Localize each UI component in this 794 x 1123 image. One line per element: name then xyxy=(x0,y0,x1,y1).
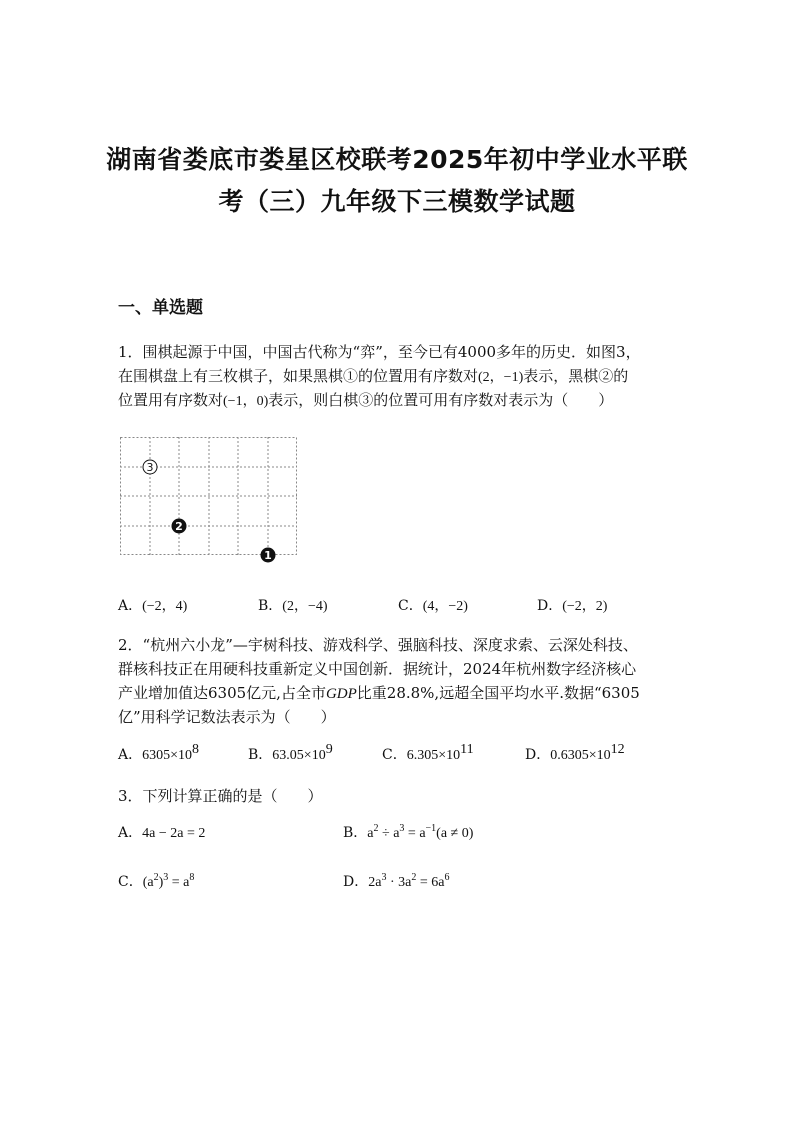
option-expr xyxy=(142,872,195,890)
option-exponent: 8 xyxy=(192,742,200,757)
option-label: B． xyxy=(343,825,368,841)
q1-stem-line3 xyxy=(118,390,613,412)
black-stone-1 xyxy=(261,548,276,563)
expr-part: (a xyxy=(142,875,154,890)
expr-exponent: 2 xyxy=(373,823,379,834)
q3-stem: 3．下列计算正确的是（ ） xyxy=(118,787,323,805)
option-exponent: 12 xyxy=(610,742,625,757)
q1-stem-line2 xyxy=(118,366,628,388)
expr-part: · 3a xyxy=(386,875,412,890)
option-label: B． xyxy=(248,747,273,763)
q1-text: 表示，则白棋③的位置可用有序数对表示为（ ） xyxy=(268,391,614,409)
q2-stem-line3 xyxy=(118,683,640,704)
section-heading: 一、单选题 xyxy=(118,298,203,318)
option-exponent: 11 xyxy=(460,742,474,757)
q1-text: 在围棋盘上有三枚棋子，如果黑棋①的位置用有序数对 xyxy=(118,367,479,385)
expr-exponent: 8 xyxy=(189,872,195,883)
stone3-label: 3 xyxy=(146,461,154,474)
option-value: (4，−2) xyxy=(422,599,468,614)
option-value: 6.305×10 xyxy=(406,748,461,763)
black-stone-2 xyxy=(172,519,187,534)
option-expr xyxy=(367,823,474,841)
q1-option-d[interactable] xyxy=(537,596,607,617)
expr-exponent: 2 xyxy=(411,872,417,883)
expr-exponent: 6 xyxy=(444,872,450,883)
q2-option-c[interactable] xyxy=(382,742,474,766)
q2-option-d[interactable] xyxy=(525,742,625,766)
stone1-label: 1 xyxy=(264,549,272,562)
q1-coord-stone2: (−1，0) xyxy=(223,394,269,409)
expr-exponent: 3 xyxy=(381,872,387,883)
option-label: A． xyxy=(118,747,143,763)
expr-part: ÷ a xyxy=(378,826,400,841)
option-label: D． xyxy=(537,598,563,614)
q3-option-d[interactable] xyxy=(343,872,449,893)
option-value: (−2，4) xyxy=(142,599,188,614)
expr-part: ) xyxy=(158,875,164,890)
white-stone-3 xyxy=(143,460,157,474)
stone2-label: 2 xyxy=(175,520,183,533)
q1-text: 位置用有序数对 xyxy=(118,391,224,409)
option-exponent: 9 xyxy=(325,742,333,757)
option-label: C． xyxy=(398,598,423,614)
q3-option-c[interactable] xyxy=(118,872,194,893)
q1-option-c[interactable] xyxy=(398,596,468,617)
q1-text: 表示，黑棋②的 xyxy=(523,367,629,385)
q2-text: 产业增加值达6305亿元,占全市 xyxy=(118,684,326,702)
expr-part: = 6a xyxy=(416,875,445,890)
q2-stem-line4: 亿”用科学记数法表示为（ ） xyxy=(118,708,336,726)
option-label: D． xyxy=(343,874,369,890)
option-expr xyxy=(368,872,450,890)
option-label: C． xyxy=(118,874,143,890)
q3-option-a[interactable] xyxy=(118,823,205,844)
expr-exponent: 3 xyxy=(399,823,405,834)
expr-part: = a xyxy=(404,826,426,841)
q2-text: 比重28.8%,远超全国平均水平.数据“6305 xyxy=(356,684,640,702)
option-label: B． xyxy=(258,598,283,614)
q2-stem-line2: 群核科技正在用硬科技重新定义中国创新．据统计，2024年杭州数字经济核心 xyxy=(118,660,637,678)
expr-exponent: −1 xyxy=(425,823,437,834)
expr-part: 2a xyxy=(368,875,382,890)
option-value: 63.05×10 xyxy=(272,748,326,763)
page-title-line2: 考（三）九年级下三模数学试题 xyxy=(218,187,576,216)
option-label: A． xyxy=(118,825,143,841)
go-board-figure xyxy=(120,437,297,562)
expr-exponent: 3 xyxy=(163,872,169,883)
q1-stem-line1: 1．围棋起源于中国，中国古代称为“弈”，至今已有4000多年的历史．如图3， xyxy=(118,343,641,361)
q1-option-a[interactable] xyxy=(118,596,187,617)
q2-option-b[interactable] xyxy=(248,742,333,766)
expr-part: a xyxy=(367,826,374,841)
option-value: (−2，2) xyxy=(562,599,608,614)
option-value: 0.6305×10 xyxy=(550,748,611,763)
q1-coord-stone1: (2，−1) xyxy=(478,370,524,385)
expr-part: (a ≠ 0) xyxy=(436,826,474,841)
option-label: C． xyxy=(382,747,407,763)
page-title-line1: 湖南省娄底市娄星区校联考2025年初中学业水平联 xyxy=(106,145,688,174)
q2-stem-line1: 2．“杭州六小龙”—宇树科技、游戏科学、强脑科技、深度求索、云深处科技、 xyxy=(118,636,638,654)
option-value: 6305×10 xyxy=(142,748,193,763)
expr-exponent: 2 xyxy=(153,872,159,883)
option-label: D． xyxy=(525,747,551,763)
option-label: A． xyxy=(118,598,143,614)
q2-gdp: GDP xyxy=(325,686,357,702)
q1-option-b[interactable] xyxy=(258,596,328,617)
option-expr: 4a − 2a = 2 xyxy=(142,826,206,841)
q2-option-a[interactable] xyxy=(118,742,200,766)
option-value: (2，−4) xyxy=(282,599,328,614)
q3-option-b[interactable] xyxy=(343,823,473,844)
expr-part: = a xyxy=(168,875,190,890)
